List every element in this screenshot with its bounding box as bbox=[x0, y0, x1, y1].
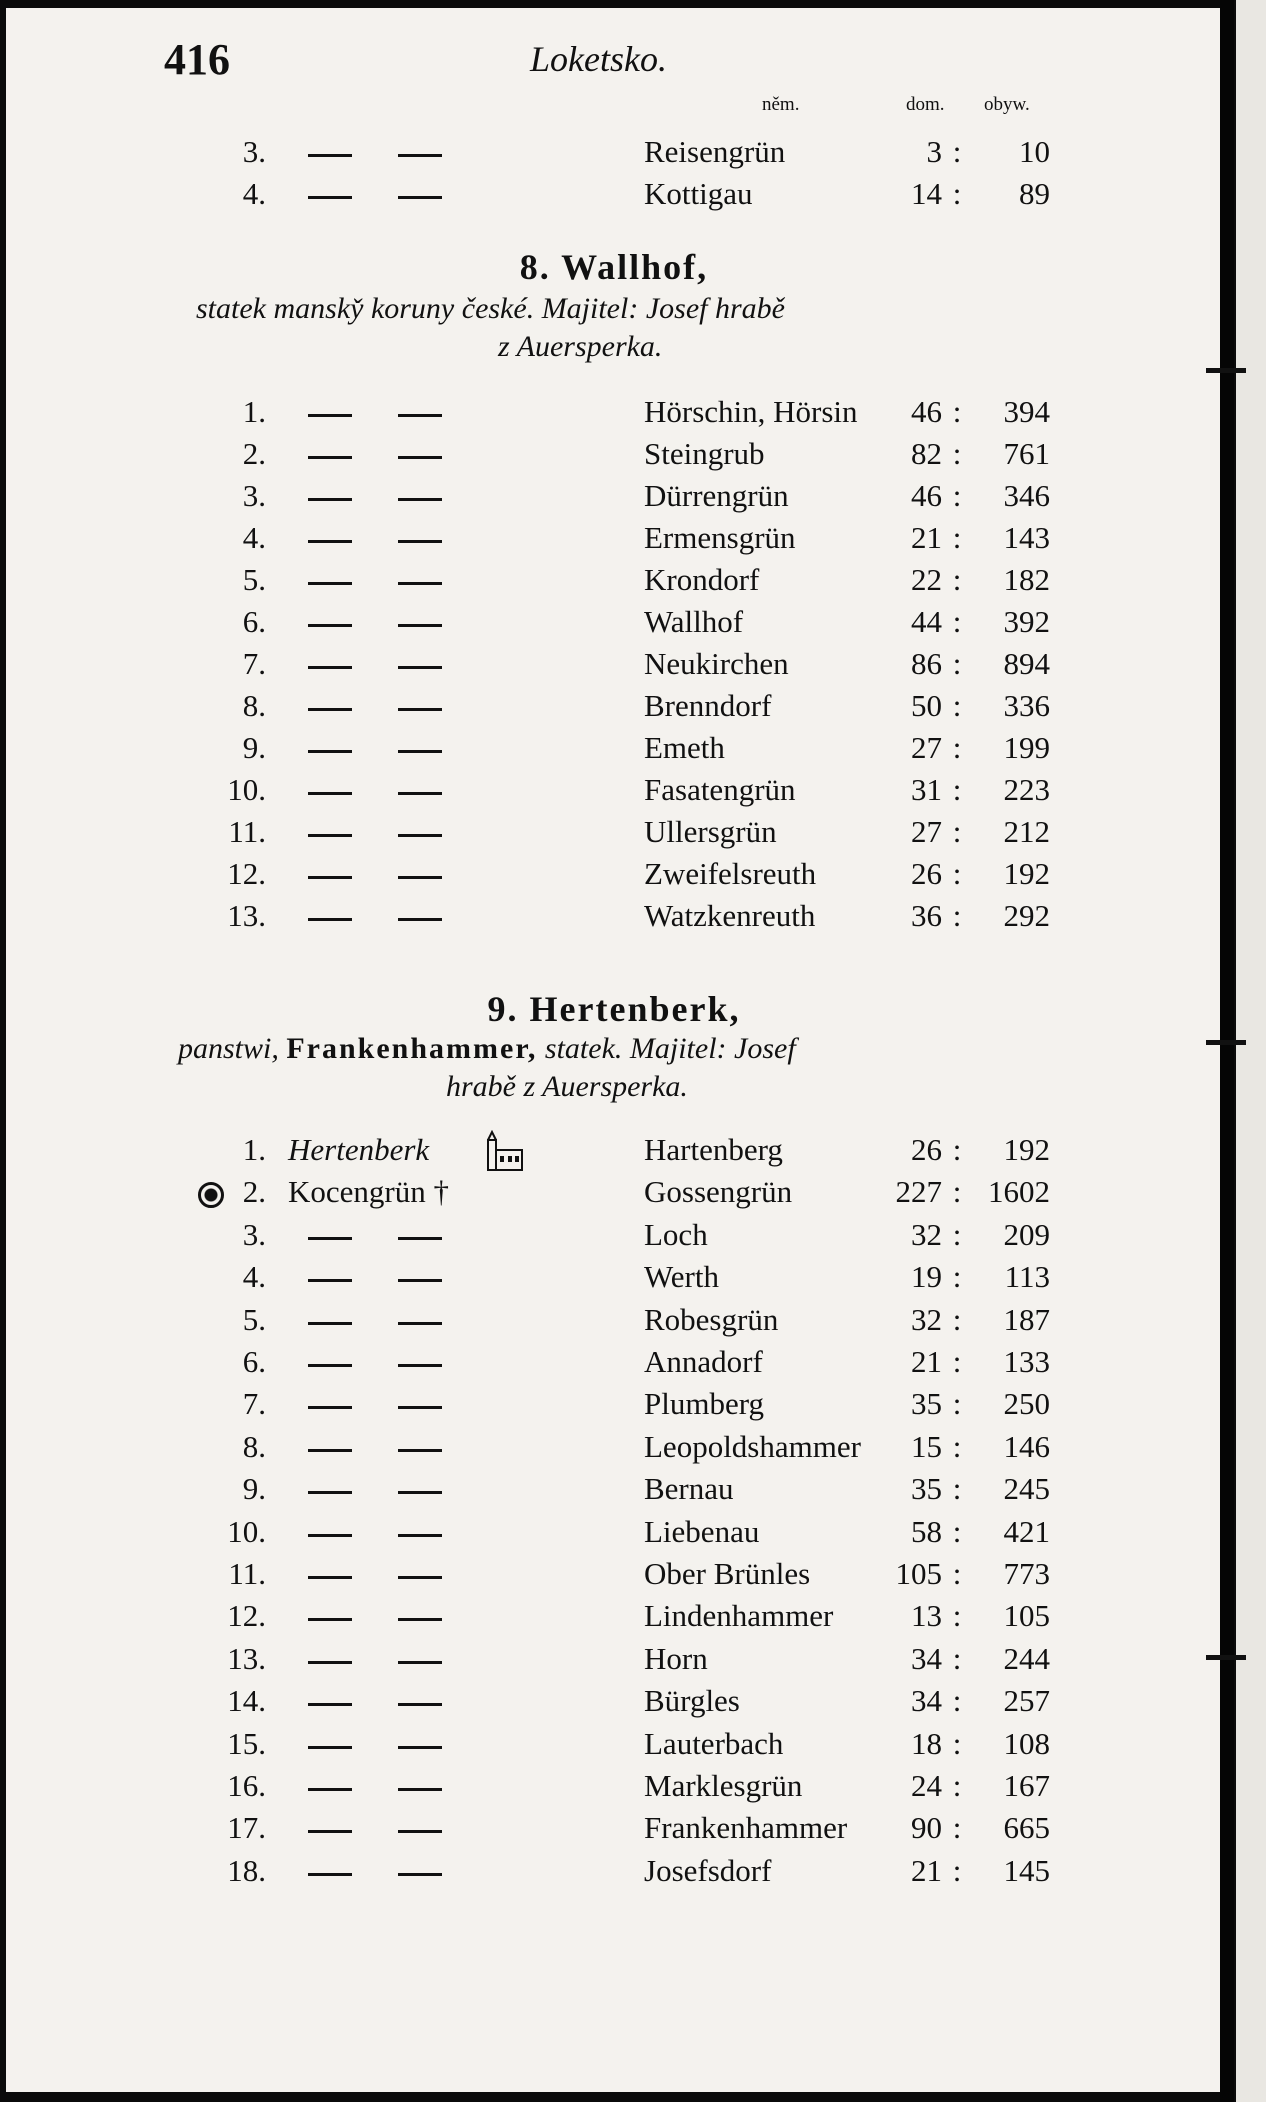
colon-separator: : bbox=[952, 1725, 962, 1761]
section-9-desc-bold: Frankenhammer, bbox=[286, 1032, 538, 1065]
table-row bbox=[6, 1469, 1222, 1509]
colon-separator: : bbox=[952, 1132, 962, 1167]
colon-separator: : bbox=[952, 772, 962, 807]
houses-count: 27 bbox=[911, 814, 942, 849]
dash-line bbox=[308, 1534, 352, 1537]
german-name: Kottigau bbox=[644, 176, 753, 211]
houses-count: 82 bbox=[911, 436, 942, 471]
german-name: Robesgrün bbox=[644, 1301, 779, 1337]
houses-count: 34 bbox=[911, 1683, 942, 1719]
colon-separator: : bbox=[952, 1810, 962, 1846]
houses-count: 24 bbox=[911, 1768, 942, 1803]
population-count: 223 bbox=[1003, 772, 1050, 807]
table-row bbox=[6, 854, 1222, 894]
row-number: 1. bbox=[242, 1132, 266, 1167]
dash-line bbox=[308, 918, 352, 921]
population-count: 761 bbox=[1003, 436, 1050, 471]
row-number: 1. bbox=[242, 394, 266, 429]
german-name: Krondorf bbox=[644, 562, 760, 597]
table-row bbox=[6, 1808, 1222, 1848]
colon-separator: : bbox=[952, 1259, 962, 1295]
dash-line bbox=[398, 1746, 442, 1749]
table-row bbox=[6, 1851, 1222, 1891]
dash-line bbox=[398, 1788, 442, 1791]
german-name: Wallhof bbox=[644, 604, 744, 639]
table-row bbox=[6, 1215, 1222, 1255]
population-count: 192 bbox=[1003, 1132, 1050, 1167]
row-number: 7. bbox=[242, 646, 266, 681]
population-count: 199 bbox=[1003, 730, 1050, 765]
colon-separator: : bbox=[952, 1556, 962, 1591]
population-count: 10 bbox=[1019, 134, 1050, 169]
row-number: 11. bbox=[228, 814, 266, 849]
population-count: 209 bbox=[1003, 1216, 1050, 1252]
german-name: Werth bbox=[644, 1259, 719, 1295]
population-count: 192 bbox=[1003, 856, 1050, 891]
dash-line bbox=[308, 1322, 352, 1325]
colon-separator: : bbox=[952, 688, 962, 723]
german-name: Lindenhammer bbox=[644, 1598, 834, 1634]
table-row bbox=[6, 770, 1222, 810]
table-row bbox=[6, 686, 1222, 726]
row-number: 2. bbox=[242, 1174, 266, 1210]
german-name: Leopoldshammer bbox=[644, 1428, 861, 1464]
houses-count: 90 bbox=[911, 1810, 942, 1846]
population-count: 336 bbox=[1003, 688, 1050, 723]
dash-line bbox=[398, 456, 442, 459]
section-9-desc-post: statek. Majitel: Josef bbox=[544, 1032, 796, 1065]
dash-line bbox=[308, 540, 352, 543]
row-number: 4. bbox=[242, 520, 266, 555]
colon-separator: : bbox=[952, 176, 962, 211]
population-count: 146 bbox=[1003, 1428, 1050, 1464]
dash-line bbox=[308, 1873, 352, 1876]
colon-separator: : bbox=[952, 1344, 962, 1379]
colon-separator: : bbox=[952, 1301, 962, 1337]
row-number: 10. bbox=[227, 772, 266, 807]
row-number: 4. bbox=[242, 1259, 266, 1295]
row-number: 3. bbox=[242, 1216, 266, 1252]
population-count: 773 bbox=[1003, 1556, 1050, 1591]
colon-separator: : bbox=[952, 478, 962, 513]
row-number: 16. bbox=[227, 1768, 266, 1803]
dash-line bbox=[308, 1491, 352, 1494]
population-count: 346 bbox=[1003, 478, 1050, 513]
population-count: 212 bbox=[1003, 814, 1050, 849]
section-9-description-line1 bbox=[178, 1032, 796, 1066]
houses-count: 32 bbox=[911, 1216, 942, 1252]
colon-separator: : bbox=[952, 1640, 962, 1676]
page-scan bbox=[6, 8, 1222, 2092]
german-name: Hörschin, Hörsin bbox=[644, 394, 858, 429]
dash-line bbox=[398, 1576, 442, 1579]
dash-line bbox=[308, 1703, 352, 1706]
population-count: 133 bbox=[1003, 1344, 1050, 1379]
table-row bbox=[6, 812, 1222, 852]
table-row bbox=[6, 602, 1222, 642]
dash-line bbox=[308, 792, 352, 795]
population-count: 421 bbox=[1003, 1513, 1050, 1549]
row-number: 5. bbox=[242, 1301, 266, 1337]
page-header bbox=[6, 24, 1222, 84]
dash-line bbox=[398, 1661, 442, 1664]
population-count: 665 bbox=[1003, 1810, 1050, 1846]
houses-count: 58 bbox=[911, 1513, 942, 1549]
population-count: 105 bbox=[1003, 1598, 1050, 1634]
row-number: 5. bbox=[242, 562, 266, 597]
houses-count: 22 bbox=[911, 562, 942, 597]
colon-separator: : bbox=[952, 1471, 962, 1507]
german-name: Fasatengrün bbox=[644, 772, 796, 807]
houses-count: 21 bbox=[911, 1852, 942, 1888]
population-count: 245 bbox=[1003, 1471, 1050, 1507]
table-row bbox=[6, 1130, 1222, 1170]
row-number: 9. bbox=[242, 730, 266, 765]
houses-count: 21 bbox=[911, 1344, 942, 1379]
dash-line bbox=[398, 1322, 442, 1325]
table-row bbox=[6, 1681, 1222, 1721]
colon-separator: : bbox=[952, 1598, 962, 1634]
german-name: Steingrub bbox=[644, 436, 765, 471]
population-count: 292 bbox=[1003, 898, 1050, 933]
table-row bbox=[6, 644, 1222, 684]
dash-line bbox=[398, 1491, 442, 1494]
czech-name: Hertenberk bbox=[288, 1132, 430, 1167]
german-name: Reisengrün bbox=[644, 134, 786, 169]
german-name: Watzkenreuth bbox=[644, 898, 816, 933]
houses-count: 44 bbox=[911, 604, 942, 639]
row-number: 3. bbox=[242, 478, 266, 513]
houses-count: 32 bbox=[911, 1301, 942, 1337]
row-number: 18. bbox=[227, 1852, 266, 1888]
population-count: 143 bbox=[1003, 520, 1050, 555]
table-row bbox=[6, 392, 1222, 432]
column-header-dom: dom. bbox=[906, 94, 945, 115]
row-number: 6. bbox=[242, 604, 266, 639]
population-count: 113 bbox=[1004, 1259, 1050, 1295]
castle-icon bbox=[484, 1130, 526, 1174]
section-8-heading: 8. Wallhof, bbox=[519, 247, 709, 287]
dash-line bbox=[398, 414, 442, 417]
border-tick bbox=[1206, 1655, 1246, 1660]
dash-line bbox=[398, 1237, 442, 1240]
dash-line bbox=[308, 1830, 352, 1833]
population-count: 89 bbox=[1019, 176, 1050, 211]
dash-line bbox=[308, 834, 352, 837]
colon-separator: : bbox=[952, 1216, 962, 1252]
german-name: Brenndorf bbox=[644, 688, 772, 723]
page-number: 416 bbox=[164, 35, 230, 84]
dash-line bbox=[398, 918, 442, 921]
row-number: 12. bbox=[227, 1598, 266, 1634]
table-row bbox=[6, 1554, 1222, 1594]
houses-count: 15 bbox=[911, 1428, 942, 1464]
dash-line bbox=[308, 196, 352, 199]
dash-line bbox=[398, 708, 442, 711]
table-row bbox=[6, 476, 1222, 516]
german-name: Josefsdorf bbox=[644, 1852, 772, 1888]
houses-count: 227 bbox=[895, 1174, 942, 1210]
dash-line bbox=[308, 1364, 352, 1367]
table-row bbox=[6, 728, 1222, 768]
dash-line bbox=[308, 1279, 352, 1282]
row-number: 2. bbox=[242, 436, 266, 471]
german-name: Annadorf bbox=[644, 1344, 763, 1379]
houses-count: 50 bbox=[911, 688, 942, 723]
colon-separator: : bbox=[952, 394, 962, 429]
dash-line bbox=[398, 624, 442, 627]
dash-line bbox=[398, 666, 442, 669]
table-row bbox=[6, 560, 1222, 600]
colon-separator: : bbox=[952, 1386, 962, 1422]
german-name: Horn bbox=[644, 1640, 708, 1676]
houses-count: 26 bbox=[911, 1132, 942, 1167]
table-row bbox=[6, 1342, 1222, 1382]
row-number: 13. bbox=[227, 1640, 266, 1676]
section-8-description-line2: z Auersperka. bbox=[498, 330, 663, 363]
row-number: 13. bbox=[227, 898, 266, 933]
row-number: 9. bbox=[242, 1471, 266, 1507]
german-name: Bürgles bbox=[644, 1683, 740, 1719]
population-count: 108 bbox=[1003, 1725, 1050, 1761]
table-row bbox=[6, 1766, 1222, 1806]
german-name: Zweifelsreuth bbox=[644, 856, 817, 891]
table-row bbox=[6, 1257, 1222, 1297]
dash-line bbox=[308, 1788, 352, 1791]
colon-separator: : bbox=[952, 604, 962, 639]
population-count: 250 bbox=[1003, 1386, 1050, 1422]
dash-line bbox=[398, 1364, 442, 1367]
german-name: Ober Brünles bbox=[644, 1556, 811, 1591]
dash-line bbox=[308, 1449, 352, 1452]
population-count: 257 bbox=[1003, 1683, 1050, 1719]
colon-separator: : bbox=[952, 1768, 962, 1803]
population-count: 167 bbox=[1003, 1768, 1050, 1803]
section-9-description-line2: hrabě z Auersperka. bbox=[446, 1070, 688, 1103]
houses-count: 105 bbox=[895, 1556, 942, 1591]
german-name: Plumberg bbox=[644, 1386, 764, 1422]
table-row bbox=[6, 1300, 1222, 1340]
german-name: Lauterbach bbox=[644, 1725, 784, 1761]
dash-line bbox=[398, 196, 442, 199]
column-header-obyv: obyw. bbox=[984, 94, 1030, 115]
row-number: 6. bbox=[242, 1344, 266, 1379]
dash-line bbox=[398, 792, 442, 795]
colon-separator: : bbox=[952, 520, 962, 555]
houses-count: 46 bbox=[911, 478, 942, 513]
dash-line bbox=[308, 750, 352, 753]
table-row bbox=[6, 518, 1222, 558]
german-name: Neukirchen bbox=[644, 646, 789, 681]
colon-separator: : bbox=[952, 1683, 962, 1719]
table-row bbox=[6, 1724, 1222, 1764]
table-row bbox=[6, 896, 1222, 936]
german-name: Loch bbox=[644, 1216, 708, 1252]
german-name: Gossengrün bbox=[644, 1174, 793, 1210]
dash-line bbox=[398, 154, 442, 157]
dash-line bbox=[398, 540, 442, 543]
houses-count: 31 bbox=[911, 772, 942, 807]
section-9-heading: 9. Hertenberk, bbox=[487, 989, 741, 1029]
german-name: Liebenau bbox=[644, 1513, 760, 1549]
bullet-icon bbox=[198, 1182, 224, 1208]
houses-count: 13 bbox=[911, 1598, 942, 1634]
dash-line bbox=[308, 456, 352, 459]
dash-line bbox=[398, 582, 442, 585]
houses-count: 26 bbox=[911, 856, 942, 891]
table-row bbox=[6, 1172, 1222, 1212]
row-number: 15. bbox=[227, 1725, 266, 1761]
houses-count: 34 bbox=[911, 1640, 942, 1676]
population-count: 394 bbox=[1003, 394, 1050, 429]
section-9-desc-pre: panstwi, bbox=[178, 1032, 279, 1065]
table-row bbox=[6, 434, 1222, 474]
border-tick bbox=[1206, 1040, 1246, 1045]
colon-separator: : bbox=[952, 730, 962, 765]
colon-separator: : bbox=[952, 814, 962, 849]
houses-count: 21 bbox=[911, 520, 942, 555]
table-row bbox=[6, 1427, 1222, 1467]
colon-separator: : bbox=[952, 646, 962, 681]
border-tick bbox=[1206, 368, 1246, 373]
section-8-description-line1: statek mansky̌ koruny české. Majitel: Josef hrabě bbox=[196, 292, 785, 325]
colon-separator: : bbox=[952, 856, 962, 891]
dash-line bbox=[398, 1449, 442, 1452]
dash-line bbox=[308, 1237, 352, 1240]
row-number: 14. bbox=[227, 1683, 266, 1719]
table-row bbox=[6, 174, 1222, 214]
german-name: Marklesgrün bbox=[644, 1768, 803, 1803]
houses-count: 27 bbox=[911, 730, 942, 765]
row-number: 17. bbox=[227, 1810, 266, 1846]
page-title: Loketsko. bbox=[530, 39, 667, 79]
colon-separator: : bbox=[952, 436, 962, 471]
table-row bbox=[6, 1639, 1222, 1679]
colon-separator: : bbox=[952, 1513, 962, 1549]
population-count: 187 bbox=[1003, 1301, 1050, 1337]
right-border bbox=[1220, 0, 1234, 2102]
houses-count: 3 bbox=[926, 134, 942, 169]
dash-line bbox=[398, 498, 442, 501]
table-row bbox=[6, 132, 1222, 172]
german-name: Ullersgrün bbox=[644, 814, 777, 849]
dash-line bbox=[398, 1830, 442, 1833]
dash-line bbox=[398, 876, 442, 879]
right-strip bbox=[1236, 0, 1266, 2102]
dash-line bbox=[308, 1576, 352, 1579]
colon-separator: : bbox=[952, 562, 962, 597]
row-number: 7. bbox=[242, 1386, 266, 1422]
dash-line bbox=[398, 1873, 442, 1876]
houses-count: 86 bbox=[911, 646, 942, 681]
colon-separator: : bbox=[952, 898, 962, 933]
dash-line bbox=[308, 1746, 352, 1749]
population-count: 244 bbox=[1003, 1640, 1050, 1676]
houses-count: 19 bbox=[911, 1259, 942, 1295]
houses-count: 36 bbox=[911, 898, 942, 933]
dash-line bbox=[398, 1534, 442, 1537]
houses-count: 35 bbox=[911, 1386, 942, 1422]
population-count: 392 bbox=[1003, 604, 1050, 639]
population-count: 894 bbox=[1003, 646, 1050, 681]
population-count: 1602 bbox=[988, 1174, 1050, 1210]
houses-count: 35 bbox=[911, 1471, 942, 1507]
dash-line bbox=[398, 1618, 442, 1621]
population-count: 145 bbox=[1003, 1852, 1050, 1888]
houses-count: 14 bbox=[911, 176, 942, 211]
table-row bbox=[6, 1596, 1222, 1636]
colon-separator: : bbox=[952, 1174, 962, 1210]
dash-line bbox=[308, 1661, 352, 1664]
houses-count: 46 bbox=[911, 394, 942, 429]
german-name: Ermensgrün bbox=[644, 520, 796, 555]
houses-count: 18 bbox=[911, 1725, 942, 1761]
table-row bbox=[6, 1512, 1222, 1552]
dash-line bbox=[308, 876, 352, 879]
dash-line bbox=[398, 834, 442, 837]
row-number: 8. bbox=[242, 1428, 266, 1464]
dash-line bbox=[308, 708, 352, 711]
german-name: Dürrengrün bbox=[644, 478, 789, 513]
population-count: 182 bbox=[1003, 562, 1050, 597]
dash-line bbox=[308, 582, 352, 585]
colon-separator: : bbox=[952, 1428, 962, 1464]
dash-line bbox=[308, 624, 352, 627]
row-number: 12. bbox=[227, 856, 266, 891]
dash-line bbox=[308, 498, 352, 501]
czech-name: Kocengrün † bbox=[288, 1174, 449, 1210]
dash-line bbox=[308, 154, 352, 157]
column-header-nem: něm. bbox=[762, 94, 800, 115]
colon-separator: : bbox=[952, 134, 962, 169]
table-row bbox=[6, 1384, 1222, 1424]
dash-line bbox=[398, 1703, 442, 1706]
dash-line bbox=[308, 1618, 352, 1621]
row-number: 4. bbox=[242, 176, 266, 211]
dash-line bbox=[398, 1279, 442, 1282]
dash-line bbox=[308, 1406, 352, 1409]
row-number: 3. bbox=[242, 134, 266, 169]
row-number: 8. bbox=[242, 688, 266, 723]
german-name: Emeth bbox=[644, 730, 725, 765]
german-name: Bernau bbox=[644, 1471, 734, 1507]
dash-line bbox=[398, 750, 442, 753]
german-name: Frankenhammer bbox=[644, 1810, 848, 1846]
row-number: 10. bbox=[227, 1513, 266, 1549]
dash-line bbox=[398, 1406, 442, 1409]
dash-line bbox=[308, 414, 352, 417]
colon-separator: : bbox=[952, 1852, 962, 1888]
row-number: 11. bbox=[228, 1556, 266, 1591]
dash-line bbox=[308, 666, 352, 669]
german-name: Hartenberg bbox=[644, 1132, 783, 1167]
